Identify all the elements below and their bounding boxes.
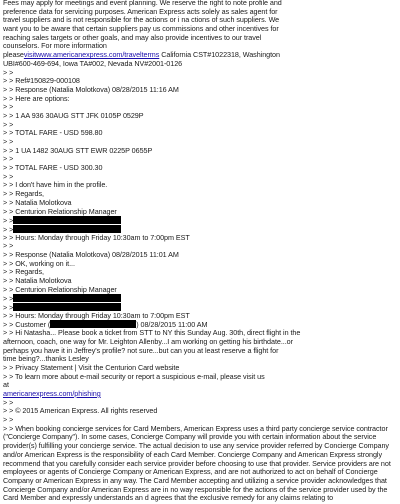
concierge-disclaimer: > > When booking concierge services for Card Members, American Express uses a third party concierge service contractor ("Concierge Company"). In some cases, Concierge Company will provide you with certain information about the service provider(s) fulfilling your concierge service. The actual decision to use any service provider referred by Concierge Company and/or American Express is the responsibility of each Card Member. Concierge Company and American Express strongly recommend that you carefully consider each service provider before choosing to use that provider. Service providers are not employees or agents of Concierge Company or American Express, and are not authorized to act on behalf of Concierge Company or American Express in any way. The Card Member accepting and utilizing a service provider acknowledges that Concierge Company and/or American Express are in no way responsible for the actions of the service provider used by the Card Member and expressly understands an d agrees that the exclusive remedy for any claims relating to (3, 423, 391, 503)
travel-terms-link-line: pleasevisitwww.americanexpress.com/travelterms California CST#1022318, Washington (3, 50, 280, 60)
text-line: > > Response (Natalia Molotkova) 08/28/2015 11:01 AM (3, 249, 179, 259)
license-numbers-line: UBI#600-469-694, Iowa TA#002, Nevada NV#2001-0126 (3, 58, 183, 68)
redaction-bar (13, 216, 121, 224)
text-line: > > (3, 67, 14, 77)
text-line: > > © 2015 American Express. All rights reserved (3, 406, 158, 416)
text-line: > > 1 UA 1482 30AUG STT EWR 0225P 0655P (3, 145, 153, 155)
text-line: > > (3, 102, 14, 112)
text-line: perhaps you have it in Jeffrey's profile? not sure...but can you at least reserve a flight for (3, 345, 279, 355)
text-line: preference data for servicing purposes. American Express acts solely as sales agent for (3, 6, 278, 16)
text-line: at (3, 380, 9, 390)
text-line: > > Natalia Molotkova (3, 197, 72, 207)
redacted-contact-line: > > (3, 294, 397, 303)
redacted-contact-line: > > (3, 303, 397, 312)
redaction-bar (13, 303, 121, 311)
copyright-block (3, 399, 397, 425)
travel-terms-paragraph (3, 0, 397, 51)
redaction-bar (13, 225, 121, 233)
text-line: > > Centurion Relationship Manager (3, 206, 117, 216)
text-line: > > (3, 154, 14, 164)
response-working-block (3, 242, 397, 294)
text-line: > > Here are options: (3, 93, 70, 103)
phishing-link-line (3, 390, 397, 399)
text-line: travel suppliers and is not responsible for the actions or i na ctions of such suppliers. We (3, 15, 280, 25)
hours-line: > > Hours: Monday through Friday 10:30am to 7:00pm EST (3, 310, 190, 320)
redacted-contact-line: > > (3, 216, 397, 225)
text-line: counselors. For more information (3, 41, 107, 51)
text-line: > > Regards, (3, 267, 44, 277)
text-line: > > OK, working on it... (3, 258, 75, 268)
response-options-block (3, 69, 397, 217)
text-line: > > I don't have him in the profile. (3, 180, 108, 190)
customer-message-block (3, 329, 397, 390)
text-line: > > (3, 241, 14, 251)
text-line: > > (3, 119, 14, 129)
text-line: > > Natalia Molotkova (3, 276, 72, 285)
text-line: > > Centurion Relationship Manager (3, 284, 117, 294)
text-line: > > Privacy Statement | Visit the Centurion Card website (3, 362, 180, 372)
text-line: > > 1 AA 936 30AUG STT JFK 0105P 0529P (3, 110, 144, 120)
text-line: reaching sales targets or other goals, and may also provide incentives to our travel (3, 32, 262, 42)
phishing-link[interactable]: americanexpress.com/phishing (3, 388, 101, 398)
text-line: > > To learn more about e-mail security or report a suspicious e-mail, please visit us (3, 371, 265, 381)
text-line: > > (3, 171, 14, 181)
text-line: > > TOTAL FARE - USD 598.80 (3, 128, 103, 138)
text-line: > > TOTAL FARE - USD 300.30 (3, 163, 103, 173)
text-line: want you to be aware that certain suppliers pay us commissions and other incentives for (3, 24, 279, 34)
text-line: > > (3, 415, 14, 424)
text-line: > > Hi Natasha... Please book a ticket from STT to NY this Sunday Aug. 30th, direct flight in the (3, 328, 301, 338)
text-line: time being?...thanks Lesley (3, 354, 89, 364)
text-line: Fees may apply for meetings and event planning. We reserve the right to note profile and (3, 0, 282, 7)
text-line: afternoon, coach, one way for Mr. Leighton Allenby...I am working on getting his birthdate...or (3, 336, 293, 346)
text-line: > > (3, 397, 14, 407)
customer-line: > > Customer ( ) 08/28/2015 11:00 AM (3, 320, 208, 330)
text-line: > > (3, 137, 14, 146)
travel-terms-link[interactable]: visitwww.americanexpress.com/travelterms (23, 50, 160, 60)
redacted-contact-line: > > (3, 225, 397, 234)
text-line: > > Ref#150829-000108 (3, 76, 80, 86)
hours-line: > > Hours: Monday through Friday 10:30am to 7:00pm EST (3, 232, 190, 242)
redaction-bar (13, 294, 121, 302)
text-line: > > Regards, (3, 189, 44, 199)
text-line: > > Response (Natalia Molotkova) 08/28/2015 11:16 AM (3, 84, 179, 94)
